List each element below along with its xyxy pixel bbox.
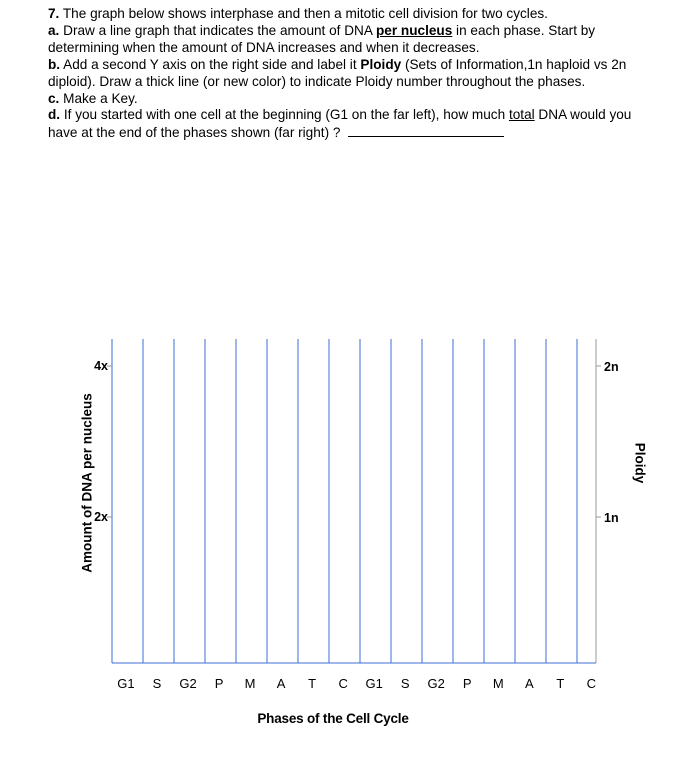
part-c: c. Make a Key. bbox=[48, 90, 138, 106]
x-tick-label: G1 bbox=[117, 676, 135, 691]
y2-tick-label: 2n bbox=[604, 360, 619, 374]
y-axis-title: Amount of DNA per nucleus bbox=[79, 393, 95, 573]
x-tick-label: S bbox=[152, 676, 162, 691]
y-tick-label: 4x bbox=[94, 359, 108, 373]
x-tick-label: A bbox=[524, 676, 534, 691]
x-axis-title: Phases of the Cell Cycle bbox=[257, 711, 409, 726]
x-tick-label: P bbox=[214, 676, 224, 691]
part-b: b. Add a second Y axis on the right side and label it Ploidy (Sets of Information,1n haploid vs 2n diploid). Draw a thick line (or new color) to indicate Ploidy number throughout the phases. bbox=[48, 56, 627, 89]
x-tick-label: C bbox=[586, 676, 597, 691]
y2-axis-title: Ploidy bbox=[632, 442, 648, 484]
x-tick-label: A bbox=[276, 676, 286, 691]
y-tick-label: 2x bbox=[94, 510, 108, 524]
x-tick-label: T bbox=[308, 676, 317, 691]
x-tick-label: M bbox=[492, 676, 504, 691]
part-a: a. Draw a line graph that indicates the amount of DNA per nucleus in each phase. Start by determining when the amount of DNA increases and when it decreases. bbox=[48, 22, 596, 55]
x-tick-label: S bbox=[400, 676, 410, 691]
x-tick-label: P bbox=[462, 676, 472, 691]
x-tick-label: G2 bbox=[427, 676, 445, 691]
x-tick-label: C bbox=[338, 676, 348, 691]
part-d: d. If you started with one cell at the beginning (G1 on the far left), how much total DNA would you have at the end of the phases shown (far right) ? bbox=[48, 107, 632, 141]
x-tick-label: G2 bbox=[179, 676, 197, 691]
x-tick-label: T bbox=[556, 676, 565, 691]
question-intro: 7. The graph below shows interphase and then a mitotic cell division for two cycles. bbox=[48, 6, 548, 21]
x-tick-label: G1 bbox=[365, 676, 383, 691]
y2-tick-label: 1n bbox=[604, 511, 619, 525]
x-tick-label: M bbox=[244, 676, 256, 691]
